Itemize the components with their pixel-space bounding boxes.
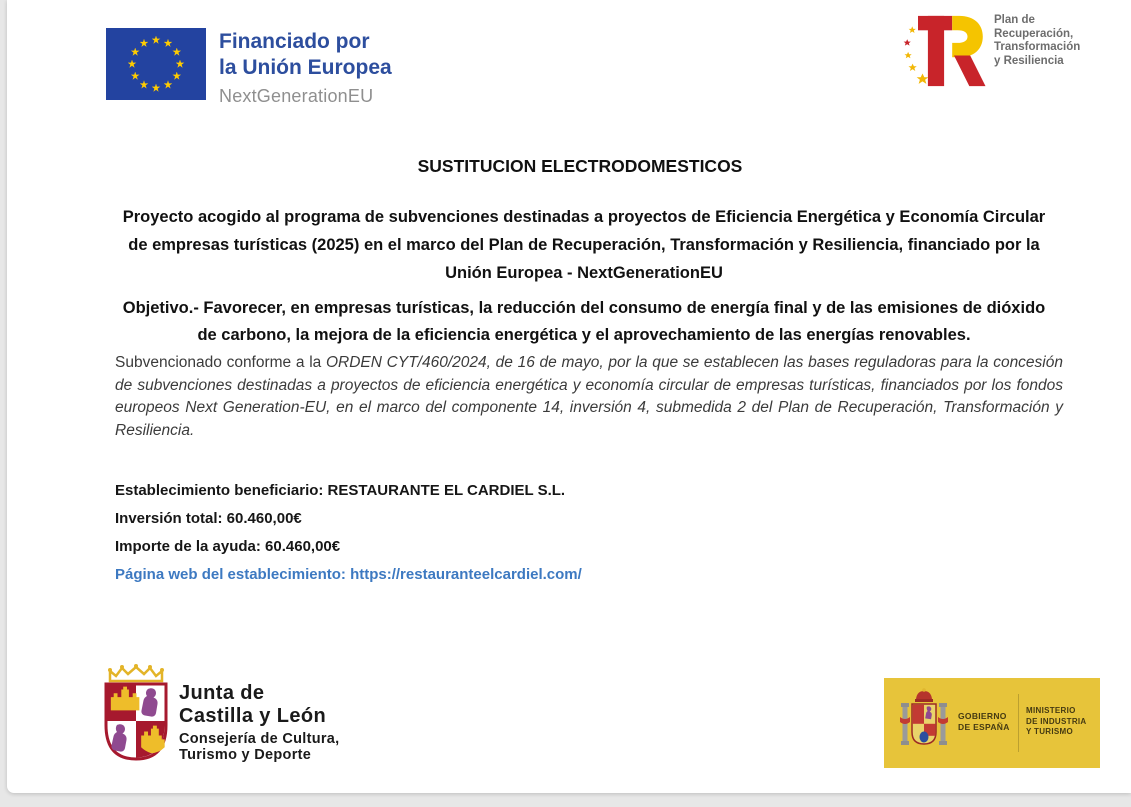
eu-star-icon	[152, 84, 161, 93]
eu-star-icon	[164, 80, 173, 89]
gobierno-divider	[1018, 694, 1019, 752]
website-link[interactable]: Página web del establecimiento: https://restauranteelcardiel.com/	[115, 566, 582, 583]
prtr-line4: y Resiliencia	[994, 54, 1064, 67]
eu-star-icon	[176, 60, 185, 69]
gobierno-espana-logo	[884, 678, 1100, 768]
eu-star-icon	[172, 72, 181, 81]
gobierno-line2: DE ESPAÑA	[958, 721, 1010, 732]
document-page	[7, 0, 1131, 793]
ministerio-line3: Y TURISMO	[1026, 727, 1074, 736]
beneficiary-line: Establecimiento beneficiario: RESTAURANTE EL CARDIEL S.L.	[115, 482, 566, 499]
eu-funding-text	[219, 29, 392, 107]
gobierno-label	[958, 711, 1010, 732]
gobierno-line1: GOBIERNO	[958, 711, 1007, 721]
eu-star-icon	[131, 72, 140, 81]
eu-star-icon	[152, 36, 161, 45]
spain-coat-of-arms-icon	[898, 687, 950, 759]
eu-star-icon	[128, 60, 137, 69]
nextgeneration-label: NextGenerationEU	[219, 86, 374, 106]
ministerio-line2: DE INDUSTRIA	[1026, 716, 1087, 726]
objective-paragraph: Objetivo.- Favorecer, en empresas turísticas, la reducción del consumo de energía final y de las emisiones de dióxido de carbono, la mejora de la eficiencia energética y el aprovechamiento de las energías renovables.	[122, 299, 1046, 344]
prtr-line1: Plan de	[994, 14, 1035, 26]
legal-paragraph	[115, 352, 1063, 442]
eu-star-icon	[131, 48, 140, 57]
eu-star-icon	[140, 39, 149, 48]
prtr-tr-icon	[900, 10, 990, 92]
prtr-label	[994, 14, 1080, 68]
jcyl-line3: Consejería de Cultura,	[179, 731, 340, 747]
investment-line: Inversión total: 60.460,00€	[115, 510, 302, 527]
aid-amount-line: Importe de la ayuda: 60.460,00€	[115, 538, 341, 555]
page-title: SUSTITUCION ELECTRODOMESTICOS	[417, 156, 743, 176]
eu-flag-icon	[106, 28, 206, 100]
eu-funding-line1: Financiado por	[219, 30, 370, 53]
eu-funding-line2: la Unión Europea	[219, 56, 392, 79]
jcyl-label	[179, 682, 340, 763]
program-paragraph: Proyecto acogido al programa de subvenciones destinadas a proyectos de Eficiencia Energética y Economía Circular de empresas turísticas (2025) en el marco del Plan de Recuperación, Transformación y Resiliencia, financiado por la Unión Europea - NextGenerationEU	[122, 208, 1046, 282]
prtr-line3: Transformación	[994, 41, 1081, 53]
jcyl-line2: Castilla y León	[179, 704, 327, 727]
ministerio-line1: MINISTERIO	[1026, 706, 1076, 715]
jcyl-shield-icon	[100, 663, 172, 763]
prtr-line2: Recuperación,	[994, 27, 1074, 40]
eu-star-icon	[140, 80, 149, 89]
legal-paragraph-order: ORDEN CYT/460/2024, de 16 de mayo, por la que se establecen las bases reguladoras para la concesión de subvenciones destinadas a proyectos de eficiencia energética y economía circular de empresas turísticas, financiados por los fondos europeos Next Generation-EU, en el marco del componente 14, inversión 4, submedida 2 del Plan de Recuperación, Transformación y Resiliencia.	[115, 354, 1063, 439]
ministerio-label	[1026, 706, 1087, 738]
legal-paragraph-prefix: Subvencionado conforme a la	[115, 354, 326, 371]
jcyl-line4: Turismo y Deporte	[179, 747, 312, 763]
eu-star-icon	[164, 39, 173, 48]
eu-star-icon	[172, 48, 181, 57]
jcyl-line1: Junta de	[179, 682, 265, 704]
